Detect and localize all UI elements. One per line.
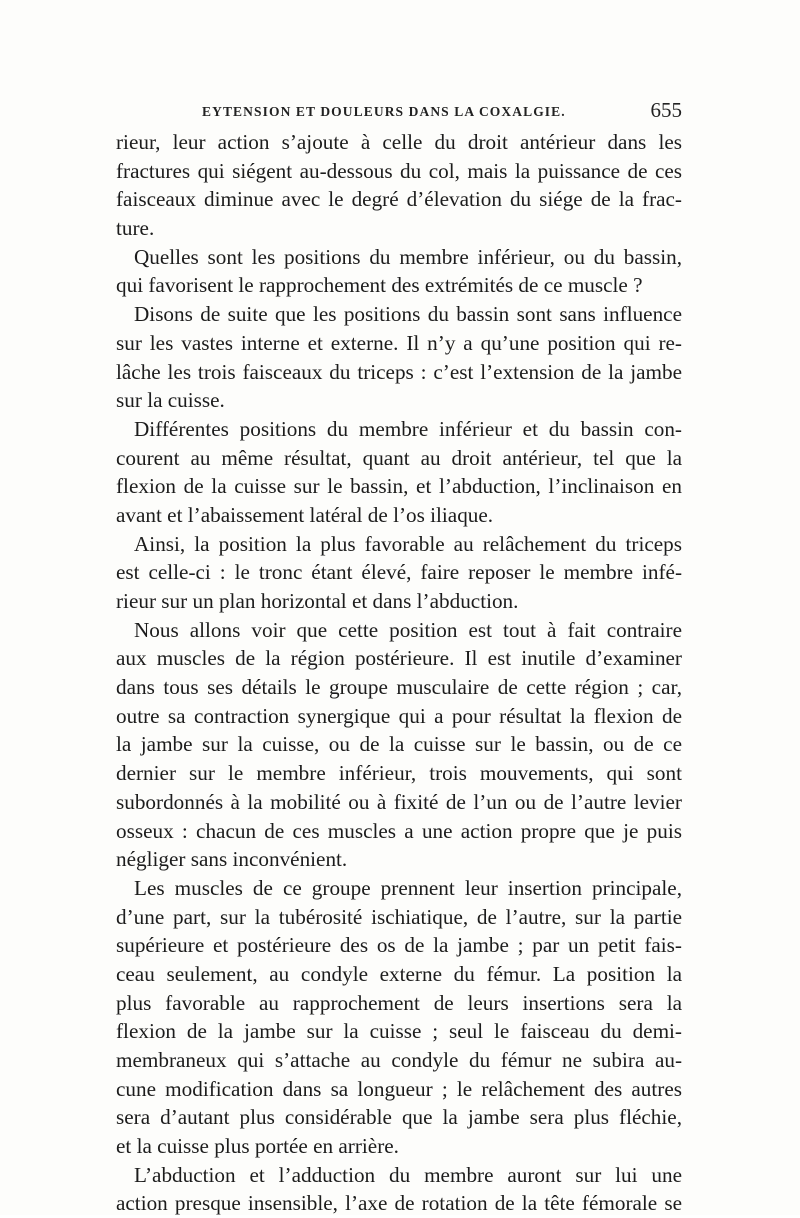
text-line: qui favorisent le rapprochement des extrémités de ce muscle ? bbox=[116, 273, 643, 298]
text-line: outre sa contraction synergique qui a pour résultat la flexion de bbox=[116, 703, 682, 728]
text-line: dans tous ses détails le groupe musculaire de cette région ; car, bbox=[116, 675, 682, 700]
text-line: sur les vastes interne et externe. Il n’y a qu’une position qui re- bbox=[116, 330, 682, 355]
running-title: EYTENSION ET DOULEURS DANS LA COXALGIE. bbox=[202, 104, 566, 119]
text-line: osseux : chacun de ces muscles a une action propre que je puis bbox=[116, 818, 682, 843]
text-line: rieur sur un plan horizontal et dans l’abduction. bbox=[116, 589, 519, 613]
text-line: membraneux qui s’attache au condyle du fémur ne subira au- bbox=[116, 1048, 682, 1072]
text-line: Nous allons voir que cette position est tout à fait contraire bbox=[134, 617, 682, 642]
text-line: cune modification dans sa longueur ; le relâchement des autres bbox=[116, 1076, 682, 1101]
text-line: courent au même résultat, quant au droit antérieur, tel que la bbox=[116, 445, 682, 470]
text-line: subordonnés à la mobilité ou à fixité de l’un ou de l’autre levier bbox=[116, 789, 682, 814]
text-line: sur la cuisse. bbox=[116, 388, 225, 413]
text-line: Différentes positions du membre inférieur et du bassin con- bbox=[134, 416, 682, 441]
body-text bbox=[116, 128, 682, 1218]
page-number: 655 bbox=[650, 98, 682, 122]
text-line: L’abduction et l’adduction du membre auront sur lui une bbox=[134, 1162, 682, 1187]
text-line: flexion de la cuisse sur le bassin, et l’abduction, l’inclinaison en bbox=[116, 474, 682, 499]
text-line: ture. bbox=[116, 216, 155, 241]
text-line: rieur, leur action s’ajoute à celle du droit antérieur dans les bbox=[116, 130, 682, 154]
text-line: et la cuisse plus portée en arrière. bbox=[116, 1134, 399, 1159]
text-line: Disons de suite que les positions du bassin sont sans influence bbox=[134, 302, 682, 327]
text-line: fractures qui siégent au-dessous du col, mais la puissance de ces bbox=[116, 158, 682, 183]
text-line: Quelles sont les positions du membre inférieur, ou du bassin, bbox=[134, 244, 682, 269]
text-line: supérieure et postérieure des os de la jambe ; par un petit fais- bbox=[116, 933, 682, 958]
text-line: négliger sans inconvénient. bbox=[116, 847, 348, 872]
text-line: la jambe sur la cuisse, ou de la cuisse sur le bassin, ou de ce bbox=[116, 732, 682, 757]
text-line: action presque insensible, l’axe de rotation de la tête fémorale se bbox=[116, 1191, 682, 1216]
text-line: flexion de la jambe sur la cuisse ; seul le faisceau du demi- bbox=[116, 1019, 682, 1044]
text-line: Les muscles de ce groupe prennent leur insertion principale, bbox=[134, 875, 682, 900]
text-line: ceau seulement, au condyle externe du fémur. La position la bbox=[116, 961, 682, 986]
text-line: faisceaux diminue avec le degré d’élevation du siége de la frac- bbox=[116, 187, 682, 212]
text-line: sera d’autant plus considérable que la jambe sera plus fléchie, bbox=[116, 1105, 682, 1130]
text-line: est celle-ci : le tronc étant élevé, faire reposer le membre infé- bbox=[116, 560, 682, 585]
text-line: avant et l’abaissement latéral de l’os iliaque. bbox=[116, 502, 494, 527]
text-line: plus favorable au rapprochement de leurs insertions sera la bbox=[116, 990, 682, 1015]
text-line: dernier sur le membre inférieur, trois mouvements, qui sont bbox=[116, 761, 682, 786]
page-header bbox=[116, 98, 682, 128]
text-line: Ainsi, la position la plus favorable au relâchement du triceps bbox=[134, 531, 682, 556]
text-line: aux muscles de la région postérieure. Il est inutile d’examiner bbox=[116, 646, 682, 671]
text-line: d’une part, sur la tubérosité ischiatique, de l’autre, sur la partie bbox=[116, 904, 682, 929]
text-line: lâche les trois faisceaux du triceps : c’est l’extension de la jambe bbox=[116, 359, 682, 384]
